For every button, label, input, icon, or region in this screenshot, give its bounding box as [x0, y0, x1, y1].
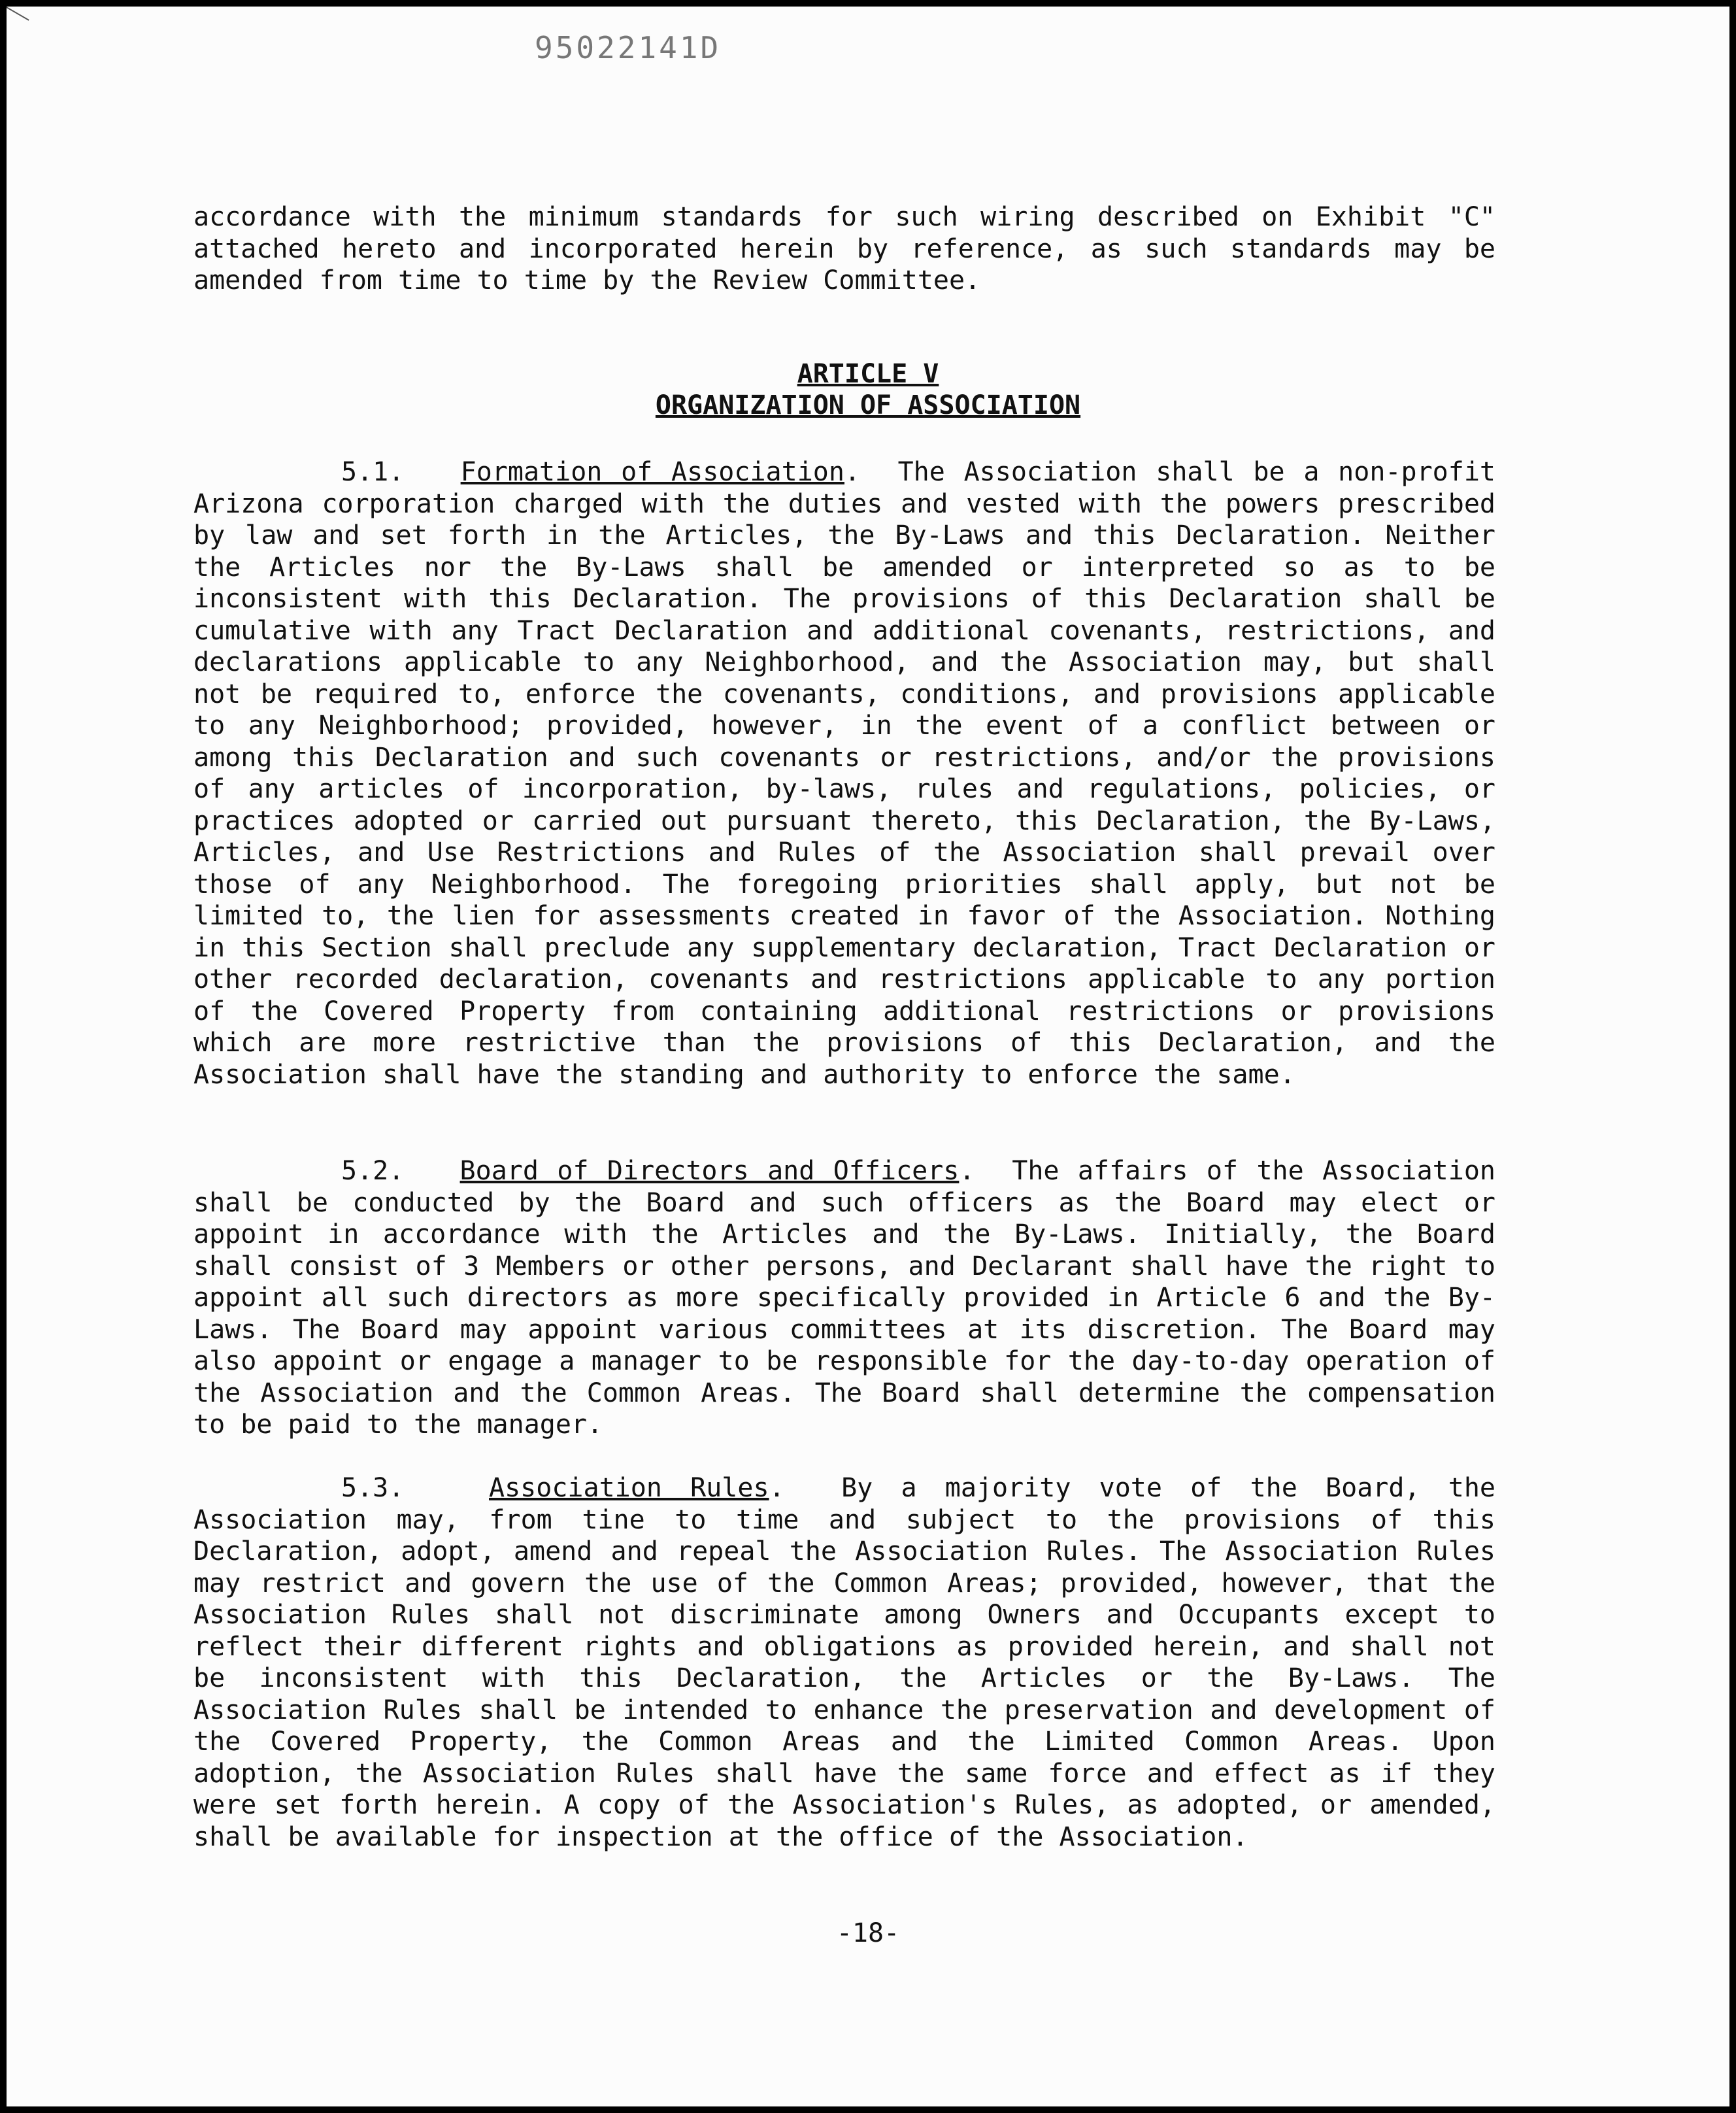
- section-title: Association Rules: [489, 1473, 769, 1503]
- section-title: Formation of Association: [460, 457, 844, 487]
- section-title: Board of Directors and Officers: [459, 1156, 960, 1186]
- scan-artifact-mark: [7, 7, 29, 21]
- section-number: 5.1.: [341, 457, 405, 487]
- continuation-paragraph: accordance with the minimum standards for such wiring described on Exhibit "C" attached hereto and incorporated herein by reference, as such standards may be amended from time to time by the Review Committee.: [193, 202, 1495, 296]
- section-body: The Association shall be a non-profit Arizona corporation charged with the duties and vested with the powers prescribed by law and set forth in the Articles, the By-Laws and this Declaration. Neither the Articles nor the By-Laws shall be amended or interpreted so as to be inconsistent with this Declaration. The provisions of this Declaration shall be cumulative with any Tract Declaration and additional covenants, restrictions, and declarations applicable to any Neighborhood, and the Association may, but shall not be required to, enforce the covenants, conditions, and provisions applicable to any Neighborhood; provided, however, in the event of a conflict between or among this Declaration and such covenants or restrictions, and/or the provisions of any articles of incorporation, by-laws, rules and regulations, policies, or practices adopted or carried out pursuant thereto, this Declaration, the By-Laws, Articles, and Use Restrictions and Rules of the Association shall prevail over those of any Neighborhood. The foregoing priorities shall apply, but not be limited to, the lien for assessments created in favor of the Association. Nothing in this Section shall preclude any supplementary declaration, Tract Declaration or other recorded declaration, covenants and restrictions applicable to any portion of the Covered Property from containing additional restrictions or provisions which are more restrictive than the provisions of this Declaration, and the Association shall have the standing and authority to enforce the same.: [193, 457, 1495, 1090]
- article-heading: ARTICLE V: [797, 359, 939, 389]
- document-page: [7, 7, 1729, 2106]
- section-5-1: 5.1. Formation of Association. The Association shall be a non-profit Arizona corporation charged with the duties and vested with the powers prescribed by law and set forth in the Articles, the By-Laws and this Declaration. Neither the Articles nor the By-Laws shall be amended or interpreted so as to be inconsistent with this Declaration. The provisions of this Declaration shall be cumulative with any Tract Declaration and additional covenants, restrictions, and declarations applicable to any Neighborhood, and the Association may, but shall not be required to, enforce the covenants, conditions, and provisions applicable to any Neighborhood; provided, however, in the event of a conflict between or among this Declaration and such covenants or restrictions, and/or the provisions of any articles of incorporation, by-laws, rules and regulations, policies, or practices adopted or carried out pursuant thereto, this Declaration, the By-Laws, Articles, and Use Restrictions and Rules of the Association shall prevail over those of any Neighborhood. The foregoing priorities shall apply, but not be limited to, the lien for assessments created in favor of the Association. Nothing in this Section shall preclude any supplementary declaration, Tract Declaration or other recorded declaration, covenants and restrictions applicable to any portion of the Covered Property from containing additional restrictions or provisions which are more restrictive than the provisions of this Declaration, and the Association shall have the standing and authority to enforce the same.: [193, 457, 1495, 1090]
- page-number: -18-: [836, 1918, 900, 1948]
- section-body: The affairs of the Association shall be conducted by the Board and such officers as the Board may elect or appoint in accordance with the Articles and the By-Laws. Initially, the Board shall consist of 3 Members or other persons, and Declarant shall have the right to appoint all such directors as more specifically provided in Article 6 and the By-Laws. The Board may appoint various committees at its discretion. The Board may also appoint or engage a manager to be responsible for the day-to-day operation of the Association and the Common Areas. The Board shall determine the compensation to be paid to the manager.: [193, 1156, 1496, 1440]
- section-number: 5.2.: [341, 1156, 405, 1186]
- article-heading-block: [7, 358, 1729, 421]
- section-5-2: 5.2. Board of Directors and Officers. The affairs of the Association shall be conducted by the Board and such officers as the Board may elect or appoint in accordance with the Articles and the By-Laws. Initially, the Board shall consist of 3 Members or other persons, and Declarant shall have the right to appoint all such directors as more specifically provided in Article 6 and the By-Laws. The Board may appoint various committees at its discretion. The Board may also appoint or engage a manager to be responsible for the day-to-day operation of the Association and the Common Areas. The Board shall determine the compensation to be paid to the manager.: [193, 1156, 1496, 1440]
- article-title: ORGANIZATION OF ASSOCIATION: [655, 390, 1081, 420]
- section-number: 5.3.: [341, 1473, 405, 1503]
- section-5-3: 5.3. Association Rules. By a majority vote of the Board, the Association may, from tine to time and subject to the provisions of this Declaration, adopt, amend and repeal the Association Rules. The Association Rules may restrict and govern the use of the Common Areas; provided, however, that the Association Rules shall not discriminate among Owners and Occupants except to reflect their different rights and obligations as provided herein, and shall not be inconsistent with this Declaration, the Articles or the By-Laws. The Association Rules shall be intended to enhance the preservation and development of the Covered Property, the Common Areas and the Limited Common Areas. Upon adoption, the Association Rules shall have the same force and effect as if they were set forth herein. A copy of the Association's Rules, as adopted, or amended, shall be available for inspection at the office of the Association.: [193, 1473, 1496, 1852]
- section-body: By a majority vote of the Board, the Association may, from tine to time and subject to the provisions of this Declaration, adopt, amend and repeal the Association Rules. The Association Rules may restrict and govern the use of the Common Areas; provided, however, that the Association Rules shall not discriminate among Owners and Occupants except to reflect their different rights and obligations as provided herein, and shall not be inconsistent with this Declaration, the Articles or the By-Laws. The Association Rules shall be intended to enhance the preservation and development of the Covered Property, the Common Areas and the Limited Common Areas. Upon adoption, the Association Rules shall have the same force and effect as if they were set forth herein. A copy of the Association's Rules, as adopted, or amended, shall be available for inspection at the office of the Association.: [193, 1473, 1496, 1852]
- document-stamp-number: 95022141D: [535, 30, 722, 65]
